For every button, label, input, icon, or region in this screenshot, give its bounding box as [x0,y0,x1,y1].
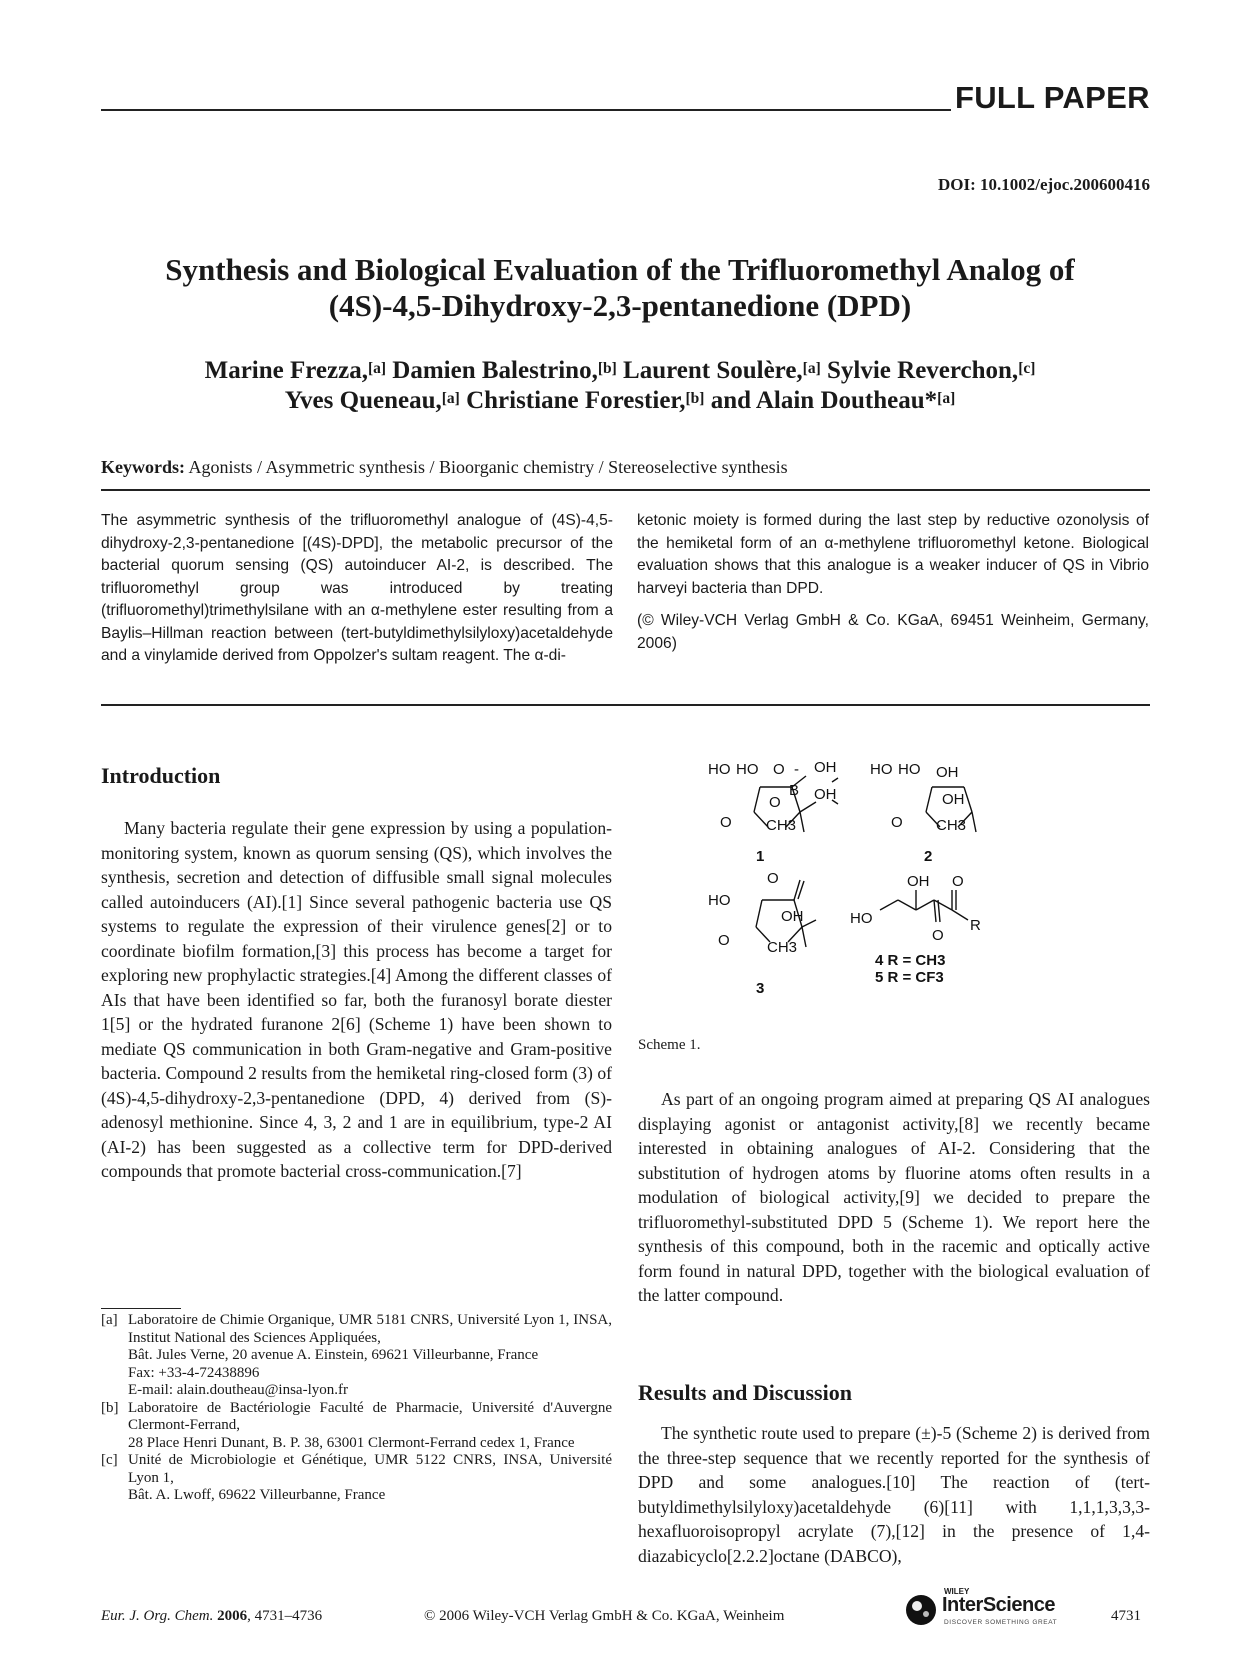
affiliation-line: Laboratoire de Bactériologie Faculté de Pharmacie, Université d'Auvergne Clermont-Ferrand, [128,1399,612,1433]
atom-oh: OH [936,764,959,781]
affiliation-email[interactable]: E-mail: alain.doutheau@insa-lyon.fr [128,1382,348,1398]
abstract-top-rule [101,489,1150,491]
affiliation-a [101,1312,612,1400]
atom-o: O [767,870,779,887]
affiliation-tag: [c] [101,1452,118,1468]
affiliation-c [101,1452,612,1505]
introduction-body [101,816,612,1184]
compound-label-4: 4 R = CH3 [875,952,946,969]
author-line-2 [100,386,1140,416]
abstract-copyright: (© Wiley-VCH Verlag GmbH & Co. KGaA, 69451 Weinheim, Germany, 2006) [637,612,1149,652]
atom-ho: HO [850,910,873,927]
atom-o: O [891,814,903,831]
atom-r: R [970,917,981,934]
compound-label-1: 1 [756,848,765,865]
author-list [100,356,1140,416]
author-affiliation: [c] [1018,359,1036,377]
atom-oh: OH [814,759,837,776]
abstract-left: The asymmetric synthesis of the trifluoromethyl analogue of (4S)-4,5-dihydroxy-2,3-pentanedione [(4S)-DPD], the metabolic precursor of the bacterial quorum sensing (QS) autoinducer AI-2, is described. The trifluoromethyl group was introduced by treating (trifluoromethyl)trimethylsilane with an α-methylene ester resulting from a Baylis–Hillman reaction between (tert-butyldimethylsilyloxy)acetaldehyde and a vinylamide derived from Oppolzer's sultam reagent. The α-di- [101,512,613,664]
interscience-logo[interactable] [904,1585,1074,1631]
journal-name: Eur. J. Org. Chem. [101,1608,214,1624]
affiliation-line: Bât. A. Lwoff, 69622 Villeurbanne, France [128,1487,386,1503]
atom-o: O [720,814,732,831]
author-affiliation: [a] [367,359,387,377]
affiliation-b [101,1400,612,1453]
author-affiliation: [a] [441,389,460,407]
atom-ch3: CH3 [936,817,967,834]
title-line-1: Synthesis and Biological Evaluation of the Trifluoromethyl Analog of [165,252,1075,287]
author-affiliation: [b] [685,389,705,407]
atom-ch3: CH3 [766,817,797,834]
scheme-caption: Scheme 1. [638,1037,701,1053]
affiliation-line: Unité de Microbiologie et Génétique, UMR 5122 CNRS, INSA, Université Lyon 1, [128,1452,612,1486]
affiliation-tag: [a] [101,1312,118,1328]
abstract-right [637,510,1149,665]
keywords [101,457,788,478]
compound-label-3: 3 [756,980,765,997]
introduction-paragraph: Many bacteria regulate their gene expression by using a population-monitoring system, known as quorum sensing (QS), which involves the synthesis, secretion and detection of diffusible small signal molecules called autoinducers (AI).[1] Since several pathogenic bacteria use QS systems to regulate the expression of their virulence genes[2] or to coordinate biofilm formation,[3] this process has become a target for exploring new prophylactic strategies.[4] Among the different classes of AIs that have been identified so far, both the furanosyl borate diester 1[5] or the hydrated furanone 2[6] (Scheme 1) have been shown to mediate QS communication in both Gram-negative and Gram-positive bacteria. Compound 2 results from the hemiketal ring-closed form (3) of (4S)-4,5-dihydroxy-2,3-pentanedione (DPD, 4) derived from (S)-adenosyl methionine. Since 4, 3, 2 and 1 are in equilibrium, type-2 AI (AI-2) has been suggested as a collective term for DPD-derived compounds that promote bacterial cross-communication.[7] [101,818,612,1181]
results-body [638,1421,1150,1568]
logo-wiley: WILEY [944,1587,970,1596]
affiliation-line: Laboratoire de Chimie Organique, UMR 5181 CNRS, Université Lyon 1, INSA, Institut National des Sciences Appliquées, [128,1312,612,1346]
introduction-heading: Introduction [101,763,221,788]
journal-citation: Eur. J. Org. Chem. 2006, 4731–4736 [101,1608,323,1624]
author-line-1 [100,356,1140,386]
author-name: Sylvie Reverchon, [827,357,1019,384]
abstract-right-text: ketonic moiety is formed during the last step by reductive ozonolysis of the hemiketal form of an α-methylene trifluoromethyl ketone. Biological evaluation shows that this analogue is a weaker inducer of QS in Vibrio harveyi bacteria than DPD. [637,512,1149,597]
scheme-1-structures [708,752,1070,1030]
logo-interscience: InterScience [942,1594,1055,1616]
affiliation-tag: [b] [101,1399,119,1416]
atom-ho: HO [708,892,731,909]
affiliation-rule [101,1308,181,1309]
atom-ch3: CH3 [767,939,798,956]
compound-label-5: 5 R = CF3 [875,969,944,986]
title-line-2: (4S)-4,5-Dihydroxy-2,3-pentanedione (DPD) [328,288,912,323]
atom-o: O [769,794,781,811]
keywords-label: Keywords: [101,457,185,477]
right-body [638,1087,1150,1308]
logo-tagline: DISCOVER SOMETHING GREAT [944,1619,1058,1626]
journal-pages: 4731–4736 [254,1608,323,1624]
atom-oh: OH [781,908,804,925]
atom-ho: HO [708,761,731,778]
affiliation-line: 28 Place Henri Dunant, B. P. 38, 63001 Clermont-Ferrand cedex 1, France [128,1434,575,1451]
page-number: 4731 [1111,1608,1141,1624]
author-name: Laurent Soulère, [623,357,803,384]
keywords-text: Agonists / Asymmetric synthesis / Bioorganic chemistry / Stereoselective synthesis [188,457,788,477]
affiliations [101,1312,612,1505]
header-rule [101,109,951,111]
right-paragraph: As part of an ongoing program aimed at preparing QS AI analogues displaying agonist or antagonist activity,[8] we recently became interested in obtaining analogues of AI-2. Considering that the substitution of hydrogen atoms by fluorine atoms often results in a modulation of biological activity,[9] we decided to prepare the trifluoromethyl-substituted DPD 5 (Scheme 1). We report here the synthesis of this compound, both in the racemic and optically active form found in natural DPD, together with the biological evaluation of the latter compound. [638,1089,1150,1305]
atom-o: O [773,761,785,778]
atom-b: B [789,782,800,799]
author-affiliation: [a] [802,359,821,377]
results-heading: Results and Discussion [638,1380,852,1405]
author-name: Damien Balestrino, [392,357,598,384]
atom-minus: - [794,761,799,778]
atom-o: O [718,932,730,949]
doi[interactable]: DOI: 10.1002/ejoc.200600416 [937,175,1150,194]
affiliation-line: Bât. Jules Verne, 20 avenue A. Einstein, 69621 Villeurbanne, France [128,1347,539,1363]
atom-oh: OH [907,873,930,890]
author-name: Yves Queneau, [284,387,442,414]
author-name: Christiane Forestier, [466,387,686,414]
atom-ho: HO [736,761,759,778]
globe-icon [904,1593,938,1627]
atom-o: O [932,927,944,944]
compound-label-2: 2 [924,848,933,865]
paper-title [100,252,1140,324]
atom-o: O [952,873,964,890]
atom-oh: OH [942,791,965,808]
journal-year: 2006 [217,1608,248,1624]
atom-ho: HO [870,761,893,778]
author-name: Marine Frezza, [204,357,368,384]
abstract-bottom-rule [101,704,1150,706]
author-name: and Alain Doutheau* [710,387,938,414]
atom-ho: HO [898,761,921,778]
author-affiliation: [b] [597,359,617,377]
affiliation-line: Fax: +33-4-72438896 [128,1364,260,1381]
atom-oh: OH [814,786,837,803]
results-paragraph: The synthetic route used to prepare (±)-5 (Scheme 2) is derived from the three-step sequence that we recently reported for the synthesis of DPD and some analogues.[10] The reaction of (tert-butyldimethylsilyloxy)acetaldehyde (6)[11] with 1,1,1,3,3,3-hexafluoroisopropyl acrylate (7),[12] in the presence of 1,4-diazabicyclo[2.2.2]octane (DABCO), [638,1423,1150,1566]
author-affiliation: [a] [937,389,956,407]
section-label: FULL PAPER [955,80,1150,115]
footer-copyright: © 2006 Wiley-VCH Verlag GmbH & Co. KGaA, Weinheim [424,1608,785,1624]
